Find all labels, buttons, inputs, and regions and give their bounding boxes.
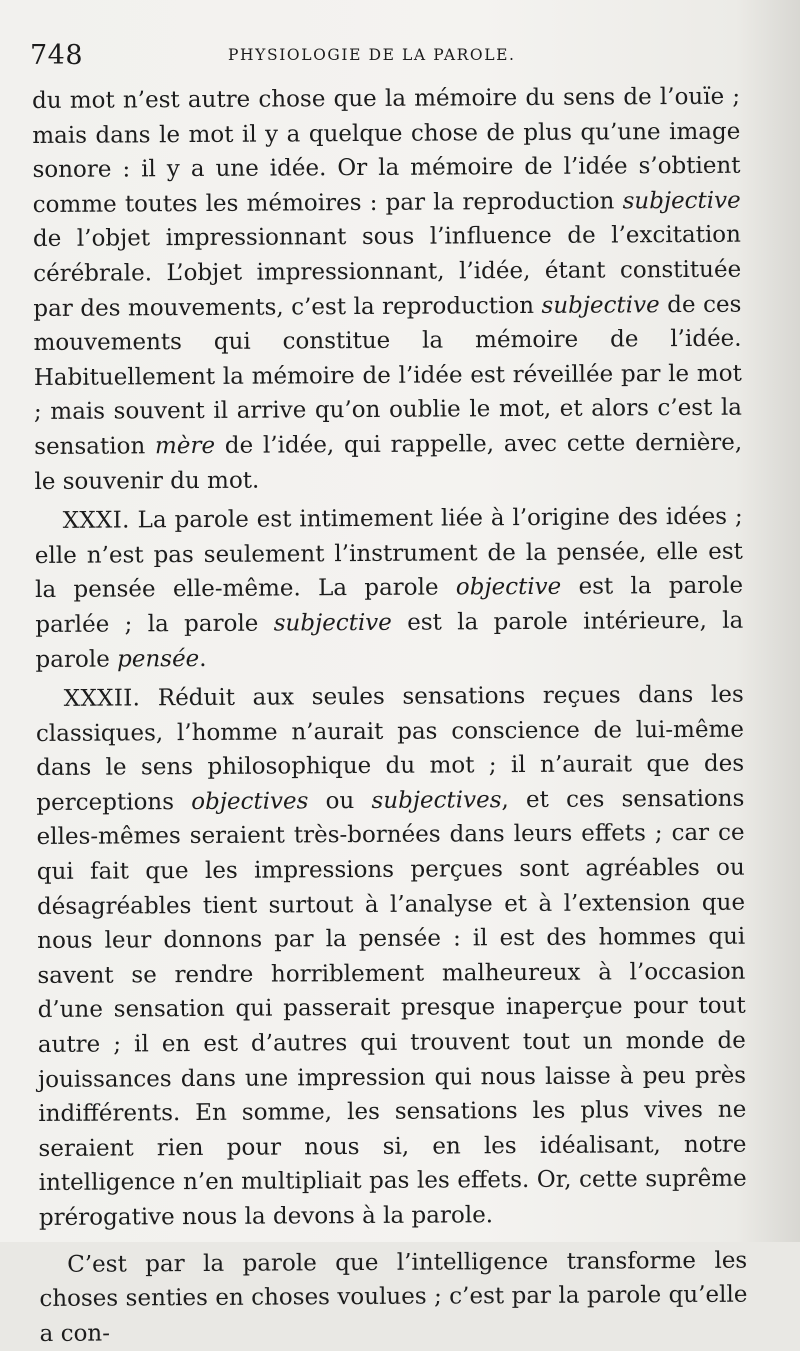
paragraph-xxxi [35, 500, 744, 677]
italic-term: subjective [541, 291, 660, 319]
text-segment: est la parole intérieure, la parole [35, 607, 744, 673]
text-segment: C’est par la parole que l’intelligence transforme les choses senties en choses voulues ; c’est par la parole qu’elle a con- [39, 1247, 748, 1347]
text-segment: du mot n’est autre chose que la mémoire du sens de l’ouïe ; mais dans le mot il y a quelque chose de plus qu’une image sonore : il y a une idée. Or la mémoire de l’idée s’obtient comme toutes les mémoires : par la reproduction [32, 83, 741, 218]
italic-term: objective [455, 574, 562, 601]
running-head [30, 38, 760, 74]
text-segment: Réduit aux seules sensations reçues dans les classiques, l’homme n’aurait pas conscience de lui-même dans le sens philosophique du mot ; il n’aurait que des perceptions [35, 681, 745, 816]
italic-term: objectives [191, 788, 309, 815]
section-number: XXXII. [63, 685, 141, 712]
text-segment: de l’objet impressionnant sous l’influence de l’excitation cérébrale. L’objet impressionnant, l’idée, étant constituée par des mouvements, c’est la reproduction [32, 222, 742, 322]
italic-term: mère [154, 432, 216, 460]
italic-term: subjectives [371, 787, 502, 814]
text-segment: ou [308, 787, 372, 815]
text-segment: de ces mouvements qui constitue la mémoire de l’idée. Habituellement la mémoire de l’idée est réveillée par le mot ; mais souvent il arrive qu’on oublie le mot, et alors c’est la sensation [33, 291, 743, 460]
paragraph-xxxii [36, 678, 747, 1236]
text-segment: . [199, 645, 207, 672]
running-title: PHYSIOLOGIE DE LA PAROLE. [228, 46, 516, 64]
text-segment: de l’idée, qui rappelle, avec cette dernière, le souvenir du mot. [34, 429, 743, 495]
paragraph-final [39, 1243, 748, 1351]
paragraph-continuation [32, 80, 743, 499]
text-segment: , et ces sensations elles-mêmes seraient très-bornées dans leurs effets ; car ce qui fait que les impressions perçues sont agréables ou désagréables tient surtout à l’analyse et à l’extension que nous leur donnons par la pensée : il est des hommes qui savent se rendre horriblement malheureux à l’occasion d’une sensation qui passerait presque inaperçue pour tout autre ; il en est d’autres qui trouvent tout un monde de jouissances dans une impression qui nous laisse à peu près indifférents. En somme, les sensations les plus vives ne seraient rien pour nous si, en les idéalisant, notre intelligence n’en multipliait pas les effets. Or, cette suprême prérogative nous la devons à la parole. [36, 785, 747, 1231]
body-text [32, 80, 748, 1351]
text-segment: est la parole parlée ; la parole [35, 572, 744, 638]
section-number: XXXI. [62, 507, 130, 534]
italic-term: subjective [273, 609, 392, 637]
italic-term: subjective [622, 187, 741, 215]
page-number: 748 [30, 40, 84, 71]
text-segment: La parole est intimement liée à l’origine des idées ; elle n’est pas seulement l’instrument de la pensée, elle est la pensée elle-même. La parole [34, 503, 743, 604]
italic-term: pensée [116, 645, 200, 672]
